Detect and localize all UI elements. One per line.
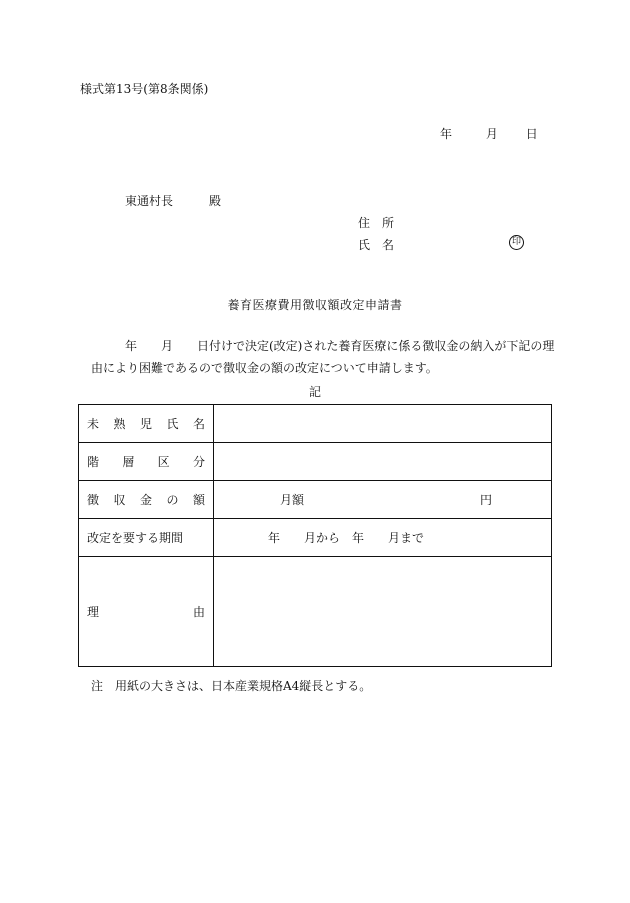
document-title: 養育医療費用徴収額改定申請書 bbox=[227, 298, 403, 312]
date-line bbox=[440, 125, 538, 142]
label-char: 金 bbox=[139, 493, 152, 507]
label-char: の bbox=[166, 493, 179, 507]
table-row bbox=[79, 519, 552, 557]
table-row bbox=[79, 481, 552, 519]
label-reason bbox=[79, 557, 214, 667]
yen-label: 円 bbox=[480, 493, 493, 507]
field-period[interactable] bbox=[214, 519, 552, 557]
form-number: 様式第13号(第8条関係) bbox=[80, 82, 209, 96]
label-char: 児 bbox=[139, 417, 152, 431]
table-row bbox=[79, 443, 552, 481]
address-label: 住 所 bbox=[358, 216, 395, 230]
label-char: 徴 bbox=[87, 493, 100, 507]
date-year: 年 bbox=[440, 127, 453, 141]
monthly-label: 月額 bbox=[280, 493, 305, 507]
field-premature-name[interactable] bbox=[214, 405, 552, 443]
date-day: 日 bbox=[525, 127, 538, 141]
period-text: 年 月から 年 月まで bbox=[268, 531, 425, 545]
field-bracket[interactable] bbox=[214, 443, 552, 481]
date-month: 月 bbox=[485, 127, 498, 141]
table-row bbox=[79, 405, 552, 443]
addressee-honorific: 殿 bbox=[209, 194, 222, 208]
ki-heading: 記 bbox=[308, 385, 321, 399]
label-amount bbox=[79, 481, 214, 519]
body-line-1: 年 月 日付けで決定(改定)された養育医療に係る徴収金の納入が下記の理 bbox=[125, 339, 555, 353]
label-char: 収 bbox=[113, 493, 126, 507]
label-premature-name bbox=[79, 405, 214, 443]
addressee-name: 東通村長 bbox=[125, 194, 174, 208]
field-reason[interactable] bbox=[214, 557, 552, 667]
label-char: 階 bbox=[87, 455, 100, 469]
label-char: 層 bbox=[122, 455, 135, 469]
label-period: 改定を要する期間 bbox=[79, 519, 214, 557]
application-table bbox=[78, 404, 552, 667]
field-amount[interactable] bbox=[214, 481, 552, 519]
label-char: 名 bbox=[192, 417, 205, 431]
label-char: 熟 bbox=[113, 417, 126, 431]
body-line-2: 由により困難であるので徴収金の額の改定について申請します。 bbox=[91, 361, 438, 375]
seal-mark: 印 bbox=[509, 235, 524, 250]
label-char: 額 bbox=[192, 493, 205, 507]
name-label: 氏 名 bbox=[358, 238, 395, 252]
addressee bbox=[125, 192, 221, 209]
label-bracket bbox=[79, 443, 214, 481]
label-char: 未 bbox=[87, 417, 100, 431]
label-char: 区 bbox=[157, 455, 170, 469]
label-char: 氏 bbox=[166, 417, 179, 431]
table-row bbox=[79, 557, 552, 667]
label-char: 由 bbox=[192, 605, 205, 619]
footnote: 注 用紙の大きさは、日本産業規格A4縦長とする。 bbox=[91, 679, 372, 693]
label-char: 分 bbox=[192, 455, 205, 469]
label-char: 理 bbox=[87, 605, 100, 619]
